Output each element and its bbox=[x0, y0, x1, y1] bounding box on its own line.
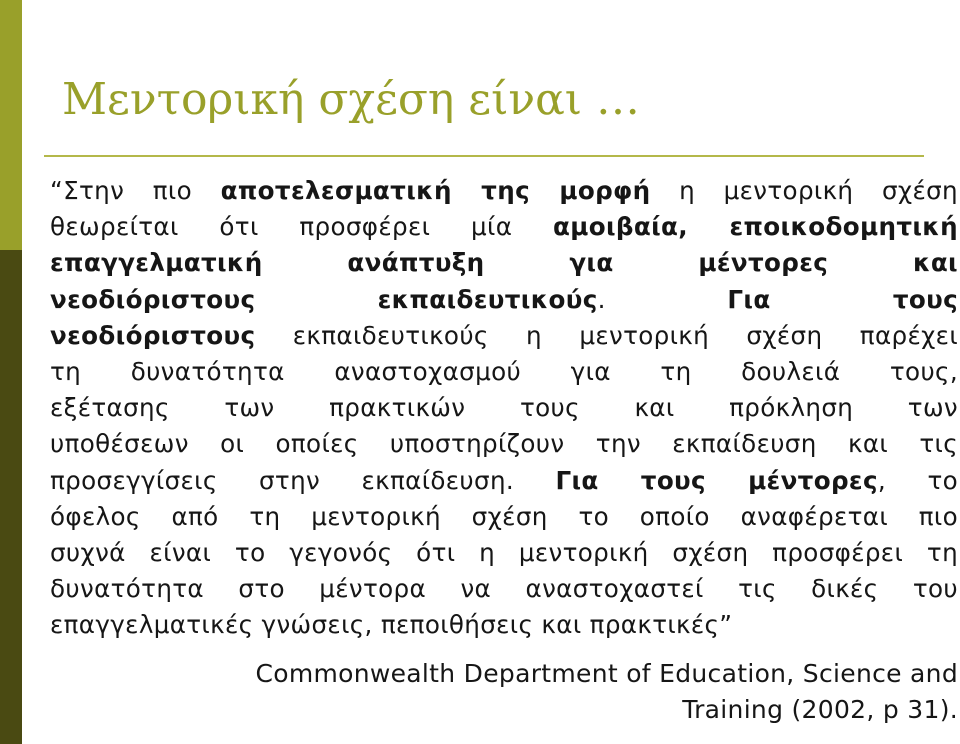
title-underline bbox=[44, 155, 924, 157]
accent-bar-divider bbox=[22, 0, 25, 744]
quote-line-9 bbox=[50, 463, 958, 499]
quote-body bbox=[50, 173, 958, 643]
quote-text: , το bbox=[877, 465, 958, 495]
quote-line-4 bbox=[50, 282, 958, 318]
quote-emphasis: Για τους bbox=[727, 284, 958, 314]
quote-emphasis: αποτελεσματική της μορφή bbox=[220, 176, 651, 205]
quote-emphasis: νεοδιόριστους εκπαιδευτικούς bbox=[50, 284, 598, 314]
quote-line-5 bbox=[50, 318, 958, 354]
quote-text: “Στην πιο bbox=[50, 176, 221, 205]
quote-line-11: συχνά είναι το γεγονός ότι η μεντορική σχέση προσφέρει τη bbox=[50, 537, 958, 567]
quote-emphasis: επαγγελματική ανάπτυξη για μέντορες και bbox=[50, 248, 958, 278]
citation-line-2: Training (2002, p 31). bbox=[682, 695, 958, 724]
quote-line-8: υποθέσεων οι οποίες υποστηρίζουν την εκπαίδευση και τις bbox=[50, 429, 958, 459]
quote-line-6: τη δυνατότητα αναστοχασμού για τη δουλειά τους, bbox=[50, 356, 958, 386]
quote-line-13: επαγγελματικές γνώσεις, πεποιθήσεις και πρακτικές” bbox=[50, 610, 733, 640]
quote-emphasis: Για τους μέντορες bbox=[555, 465, 878, 495]
quote-emphasis: νεοδιόριστους bbox=[50, 320, 256, 350]
accent-bar-top bbox=[0, 0, 22, 250]
quote-text: προσεγγίσεις στην εκπαίδευση. bbox=[50, 465, 556, 495]
quote-text: . bbox=[597, 284, 728, 314]
citation-line-1: Commonwealth Department of Education, Science and bbox=[255, 659, 958, 688]
quote-emphasis: αμοιβαία, εποικοδομητική bbox=[553, 212, 958, 242]
quote-line-12: δυνατότητα στο μέντορα να αναστοχαστεί τις δικές του bbox=[50, 574, 958, 604]
quote-text: εκπαιδευτικούς η μεντορική σχέση παρέχει bbox=[255, 320, 958, 350]
quote-line-10: όφελος από τη μεντορική σχέση το οποίο αναφέρεται πιο bbox=[50, 501, 958, 531]
quote-text: η μεντορική σχέση bbox=[650, 176, 958, 205]
quote-line-7: εξέτασης των πρακτικών τους και πρόκληση των bbox=[50, 393, 958, 423]
quote-text: θεωρείται ότι προσφέρει μία bbox=[50, 212, 554, 242]
quote-line-3 bbox=[50, 245, 958, 281]
citation bbox=[50, 656, 958, 728]
quote-line-2 bbox=[50, 209, 958, 245]
slide-title: Μεντορική σχέση είναι … bbox=[62, 74, 641, 125]
accent-bar-bottom bbox=[0, 250, 22, 744]
quote-line-1 bbox=[50, 173, 958, 209]
